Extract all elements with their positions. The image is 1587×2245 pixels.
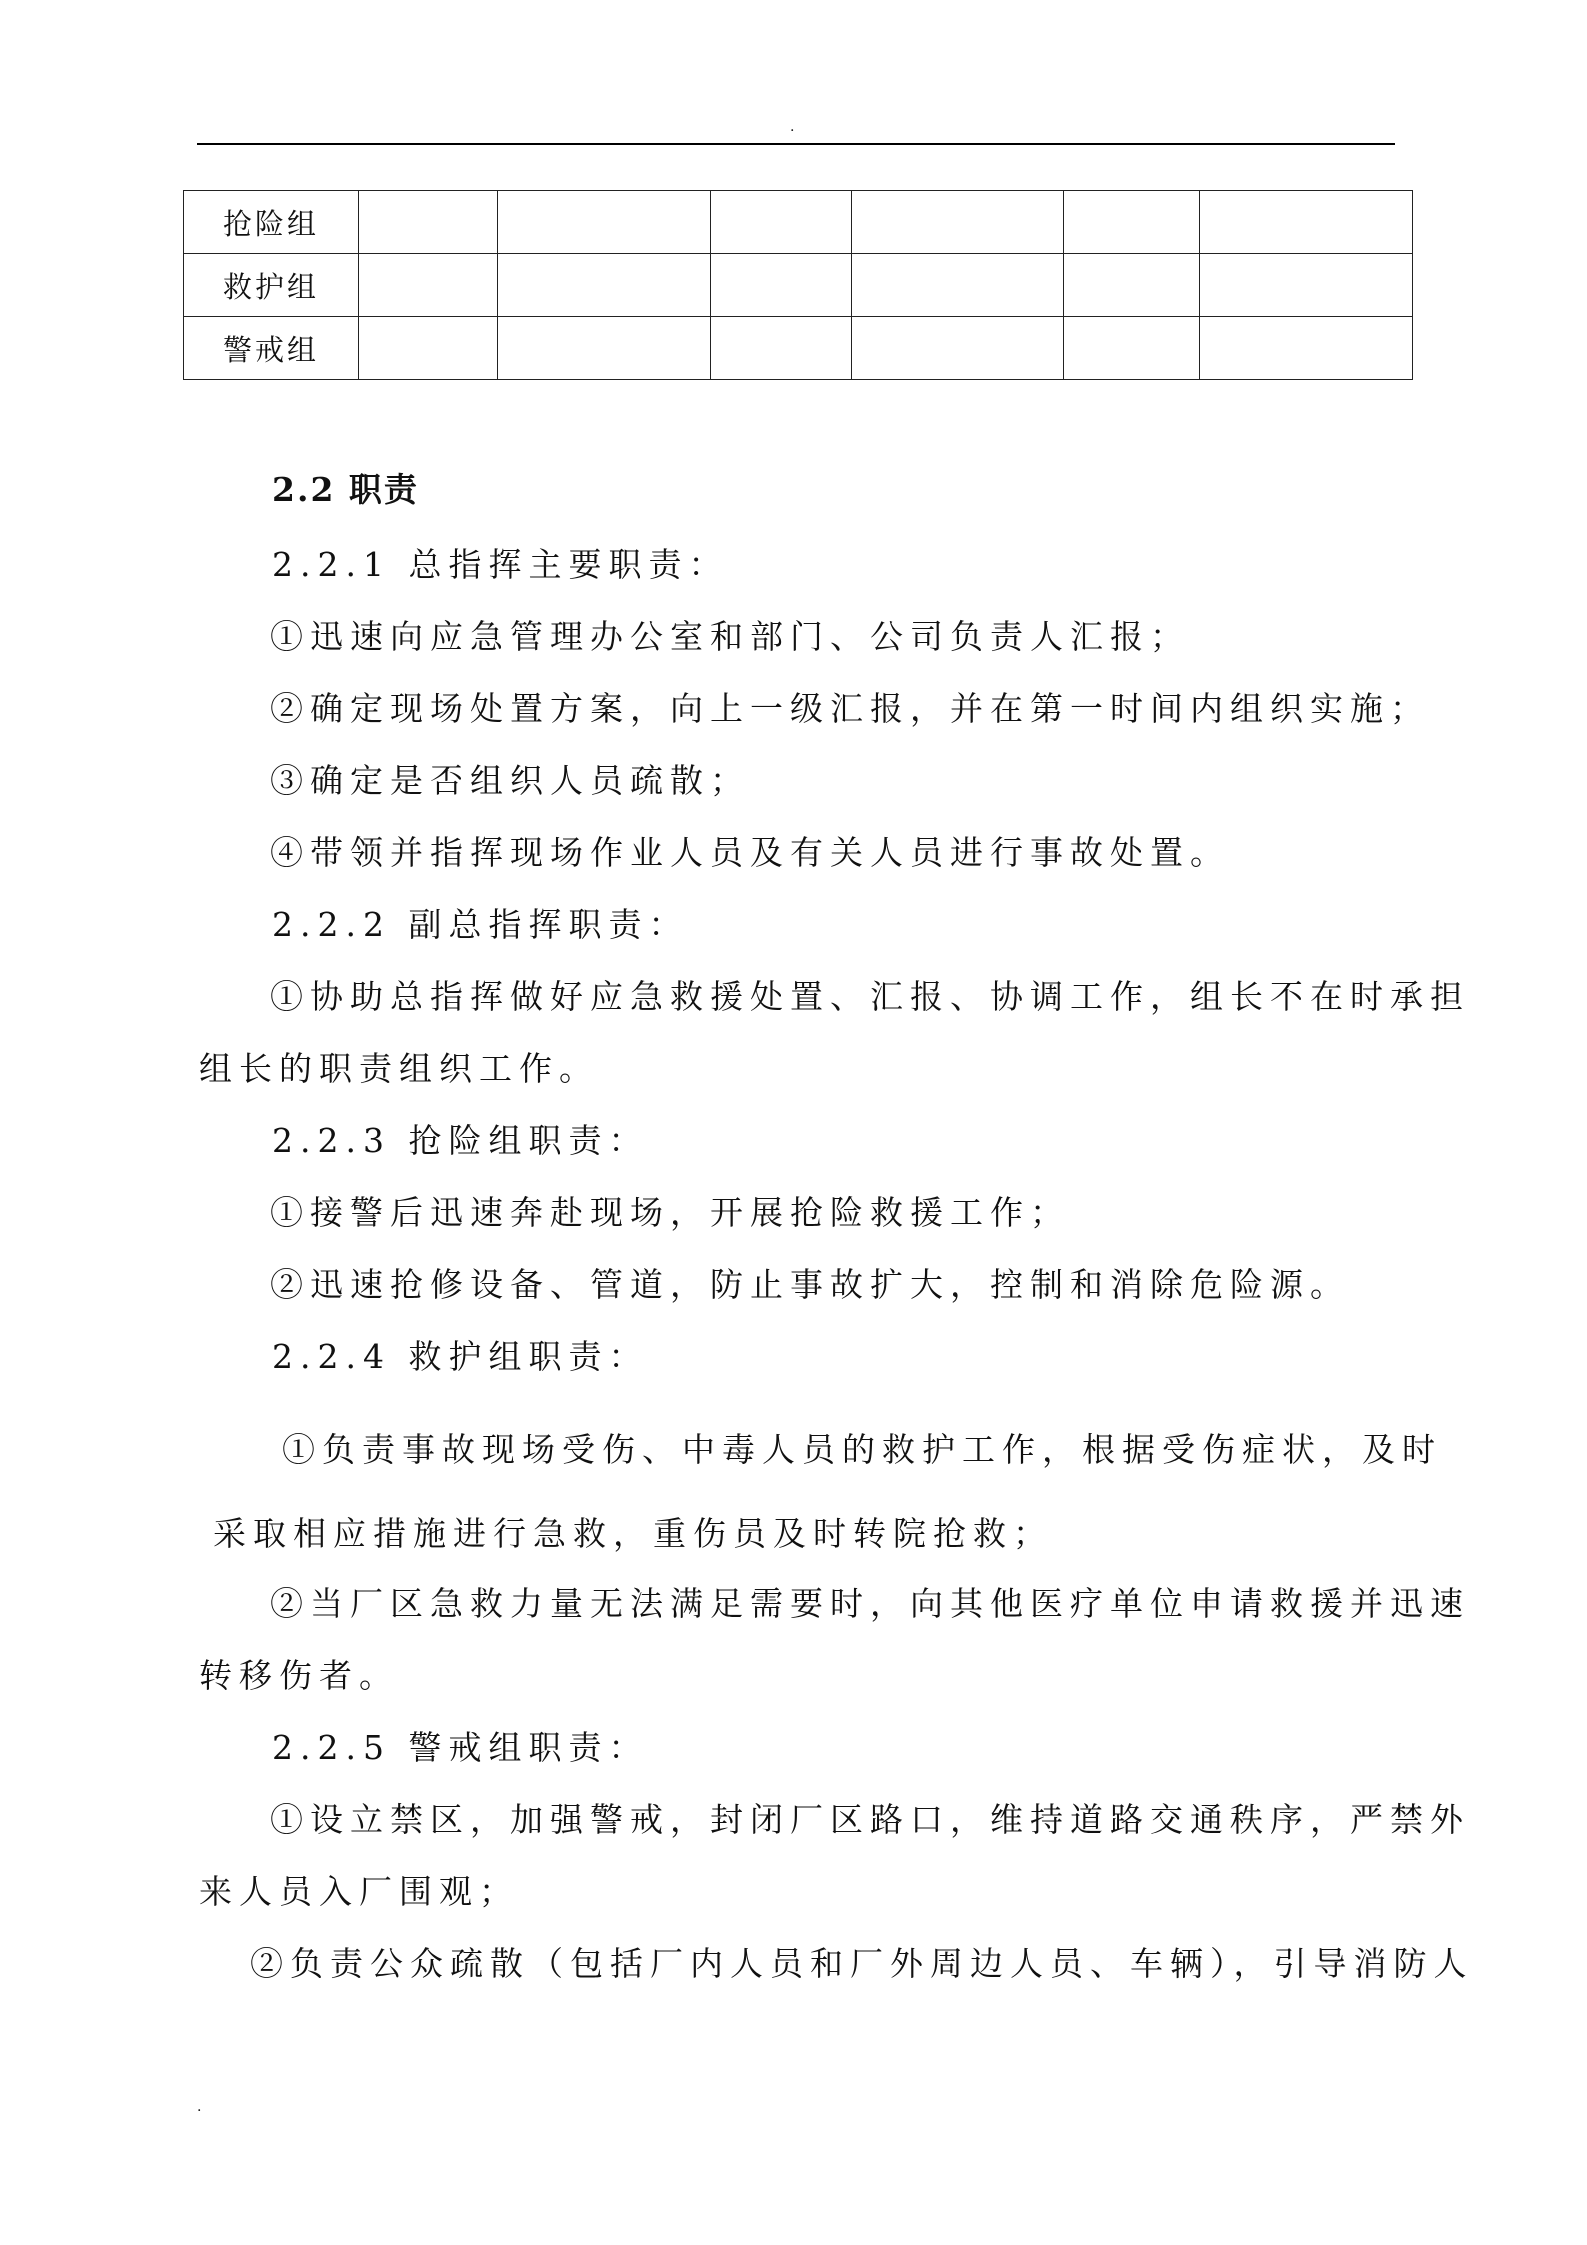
table-cell — [711, 254, 852, 317]
table-cell — [359, 254, 498, 317]
text-line: 采取相应措施进行急救，重伤员及时转院抢救； — [213, 1514, 1053, 1553]
text-line: ①迅速向应急管理办公室和部门、公司负责人汇报； — [270, 617, 1190, 656]
group-name-cell: 抢险组 — [184, 191, 359, 254]
subheading: 2.2.1 总指挥主要职责： — [272, 545, 729, 584]
table-cell — [498, 191, 711, 254]
text-line: ①协助总指挥做好应急救援处置、汇报、协调工作，组长不在时承担 — [270, 977, 1470, 1016]
footer-mark: . — [197, 2099, 202, 2115]
table-cell — [852, 254, 1064, 317]
table-cell — [1200, 191, 1413, 254]
table-cell — [1200, 254, 1413, 317]
text-line: 转移伤者。 — [199, 1656, 399, 1695]
table-row — [184, 254, 1413, 317]
text-line: ④带领并指挥现场作业人员及有关人员进行事故处置。 — [270, 833, 1230, 872]
group-name-cell: 警戒组 — [184, 317, 359, 380]
table-cell — [498, 254, 711, 317]
table-cell — [359, 317, 498, 380]
table-cell — [359, 191, 498, 254]
text-line: 组长的职责组织工作。 — [199, 1049, 599, 1088]
emergency-group-table — [183, 190, 1413, 380]
table-cell — [1064, 191, 1200, 254]
text-line: 来人员入厂围观； — [199, 1872, 519, 1911]
table-row — [184, 191, 1413, 254]
header-mark: . — [790, 119, 795, 135]
table-cell — [1064, 254, 1200, 317]
text-line: ③确定是否组织人员疏散； — [270, 761, 750, 800]
table-cell — [1200, 317, 1413, 380]
text-line: ①设立禁区，加强警戒，封闭厂区路口，维持道路交通秩序，严禁外 — [270, 1800, 1470, 1839]
text-line: ②负责公众疏散（包括厂内人员和厂外周边人员、车辆），引导消防人 — [250, 1944, 1474, 1983]
table-row — [184, 317, 1413, 380]
subheading: 2.2.3 抢险组职责： — [272, 1121, 649, 1160]
table-cell — [498, 317, 711, 380]
header-rule — [197, 143, 1395, 145]
text-line: ②迅速抢修设备、管道，防止事故扩大，控制和消除危险源。 — [270, 1265, 1350, 1304]
table-cell — [711, 317, 852, 380]
table-cell — [1064, 317, 1200, 380]
table-cell — [852, 191, 1064, 254]
subheading: 2.2.4 救护组职责： — [272, 1337, 649, 1376]
text-line: ①接警后迅速奔赴现场，开展抢险救援工作； — [270, 1193, 1070, 1232]
section-title: 2.2 职责 — [272, 470, 419, 509]
group-name-cell: 救护组 — [184, 254, 359, 317]
text-line: ①负责事故现场受伤、中毒人员的救护工作，根据受伤症状，及时 — [282, 1430, 1442, 1469]
text-line: ②当厂区急救力量无法满足需要时，向其他医疗单位申请救援并迅速 — [270, 1584, 1470, 1623]
table-cell — [711, 191, 852, 254]
table-cell — [852, 317, 1064, 380]
text-line: ②确定现场处置方案，向上一级汇报，并在第一时间内组织实施； — [270, 689, 1430, 728]
subheading: 2.2.5 警戒组职责： — [272, 1728, 649, 1767]
subheading: 2.2.2 副总指挥职责： — [272, 905, 689, 944]
